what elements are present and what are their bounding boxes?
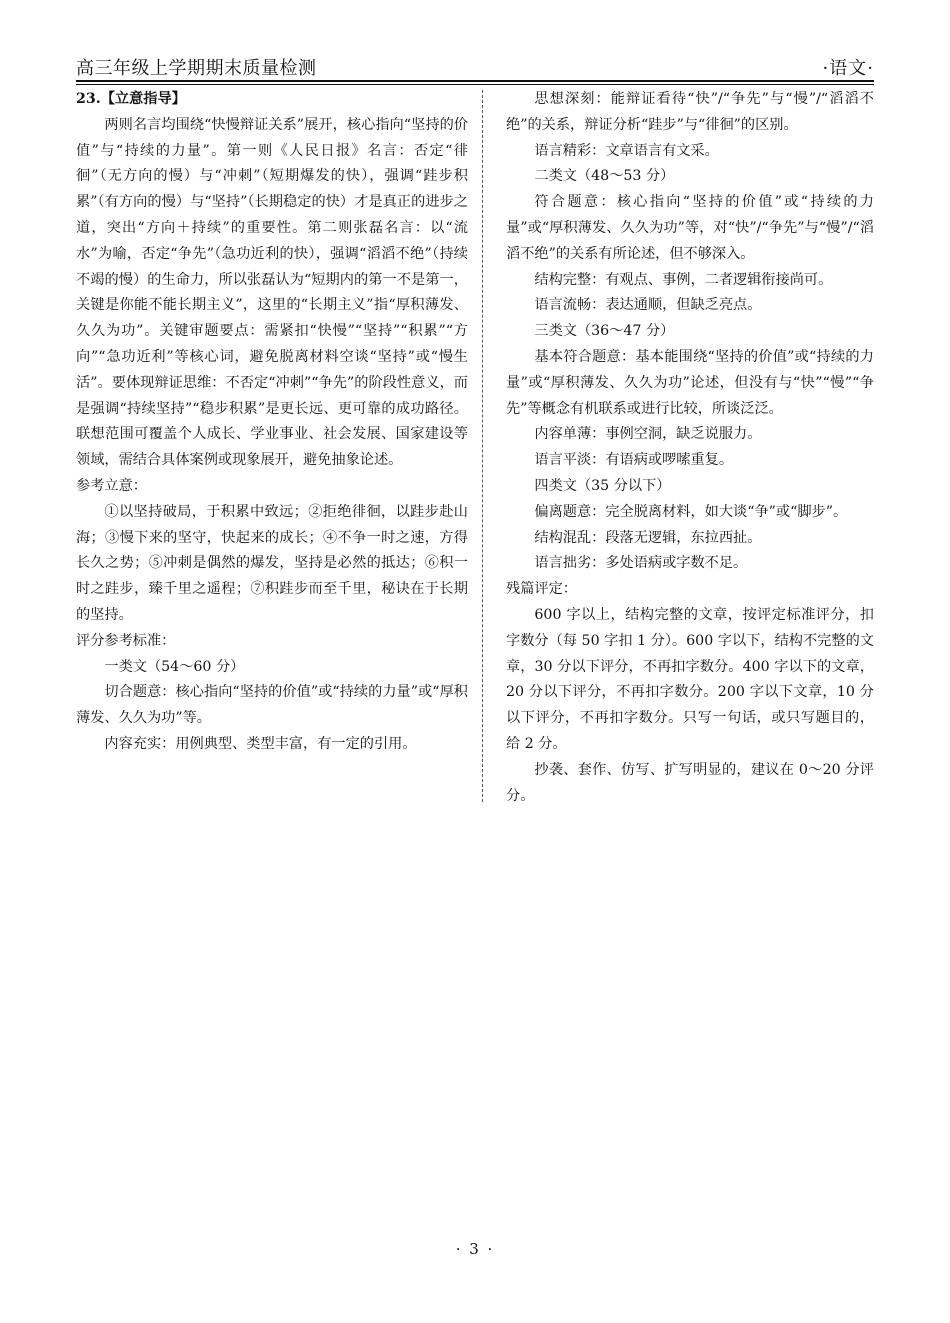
class3-heading: 三类文（36～47 分）: [534, 323, 675, 340]
class1-topic: 切合题意：核心指向“坚持的价值”或“持续的力量”或“厚积薄发、久久为功”等。: [76, 684, 468, 727]
left-column: [76, 87, 468, 758]
header-rule-thin: [76, 84, 874, 85]
class2-heading: 二类文（48～53 分）: [534, 168, 675, 185]
question-title: 【立意指导】: [100, 91, 186, 107]
class2-structure: 结构完整：有观点、事例，二者逻辑衔接尚可。: [534, 271, 833, 288]
class4-heading: 四类文（35 分以下）: [534, 477, 671, 494]
class4-structure: 结构混乱：段落无逻辑，东拉西扯。: [534, 529, 762, 546]
question-heading: [76, 87, 468, 113]
right-column: [506, 87, 874, 809]
page-header: [76, 52, 874, 82]
class2-topic: 符合题意：核心指向“坚持的价值”或“持续的力量”或“厚积薄发、久久为功”等，对“快”/“争先”与“慢”/“滔滔不绝”的关系有所论述，但不够深入。: [506, 194, 874, 262]
scoring-heading: 评分参考标准：: [76, 632, 176, 649]
class3-language: 语言平淡：有语病或啰嗦重复。: [534, 452, 734, 469]
subject-label: ·语文·: [822, 58, 874, 79]
class3-topic: 基本符合题意：基本能围绕“坚持的价值”或“持续的力量”或“厚积薄发、久久为功”论述，但没有与“快”“慢”“争先”等概念有机联系或进行比较，所谈泛泛。: [506, 348, 874, 417]
incomplete-heading: 残篇评定：: [506, 581, 577, 598]
class1-content: 内容充实：用例典型、类型丰富，有一定的引用。: [104, 735, 417, 752]
class3-content: 内容单薄：事例空洞，缺乏说服力。: [534, 426, 762, 443]
incomplete-rules: 600 字以上，结构完整的文章，按评定标准评分，扣字数分（每 50 字扣 1 分）。600 字以下，结构不完整的文章，30 分以下评分，不再扣字数分。400 字以下的文章，20 分以下评分，不再扣字数分。200 字以下文章，10 分以下评分，不再扣字数分。只写一句话，或只写题目的，给 2 分。: [506, 606, 874, 752]
column-divider: [482, 90, 483, 802]
reference-heading: 参考立意：: [76, 477, 147, 494]
class1-language: 语言精彩：文章语言有文采。: [534, 142, 719, 159]
page-number: · 3 ·: [455, 1240, 495, 1258]
plagiarism-rule: 抄袭、套作、仿写、扩写明显的，建议在 0～20 分评分。: [506, 761, 874, 804]
reference-ideas: ①以坚持破局，于积累中致远；②拒绝徘徊，以跬步赴山海；③慢下来的坚守，快起来的成长；④不争一时之速，方得长久之势；⑤冲刺是偶然的爆发，坚持是必然的抵达；⑥积一时之跬步，臻千里之遥程；⑦积跬步而至千里，秘诀在于长期的坚持。: [76, 503, 468, 623]
class2-language: 语言流畅：表达通顺，但缺乏亮点。: [534, 297, 762, 314]
header-rule: [76, 80, 874, 82]
guidance-paragraph: 两则名言均围绕“快慢辩证关系”展开，核心指向“坚持的价值”与“持续的力量”。第一则《人民日报》名言：否定“徘徊”（无方向的慢）与“冲刺”（短期爆发的快），强调“跬步积累”（有方向的慢）与“坚持”（长期稳定的快）才是真正的进步之道，突出“方向＋持续”的重要性。第二则张磊名言：以“流水”为喻，否定“争先”（急功近利的快），强调“滔滔不绝”（持续不竭的慢）的生命力，所以张磊认为“短期内的第一不是第一，关键是你能不能长期主义”，这里的“长期主义”指“厚积薄发、久久为功”。关键审题要点：需紧扣“快慢”“坚持”“积累”“方向”“急功近利”等核心词，避免脱离材料空谈“坚持”或“慢生活”。要体现辩证思维：不否定“冲刺”“争先”的阶段性意义，而是强调“持续坚持”“稳步积累”是更长远、更可靠的成功路径。联想范围可覆盖个人成长、学业事业、社会发展、国家建设等领域，需结合具体案例或现象展开，避免抽象论述。: [76, 116, 468, 469]
class1-heading: 一类文（54～60 分）: [104, 658, 245, 675]
class4-topic: 偏离题意：完全脱离材料，如大谈“争”或“脚步”。: [534, 503, 848, 520]
class1-thought: 思想深刻：能辩证看待“快”/“争先”与“慢”/“滔滔不绝”的关系，辩证分析“跬步”与“徘徊”的区别。: [506, 91, 874, 133]
exam-title: 高三年级上学期期末质量检测: [76, 58, 317, 79]
class4-language: 语言拙劣：多处语病或字数不足。: [534, 555, 748, 572]
question-number: 23.: [76, 91, 101, 107]
